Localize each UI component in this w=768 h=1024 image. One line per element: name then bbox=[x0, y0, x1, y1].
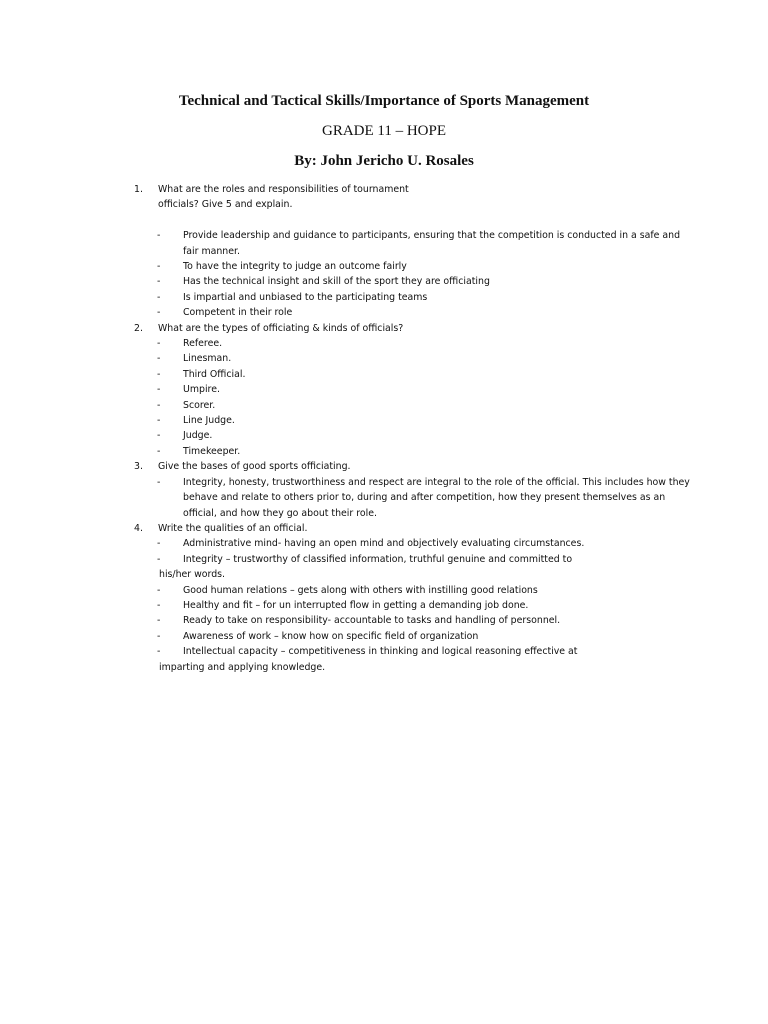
question-list bbox=[134, 182, 694, 675]
answer-text bbox=[181, 536, 694, 551]
answer-item bbox=[134, 536, 694, 551]
bullet-dash: - bbox=[157, 415, 161, 427]
spacer bbox=[134, 213, 694, 228]
answer-text-line: Scorer. bbox=[183, 399, 216, 411]
answer-item bbox=[134, 367, 694, 382]
answer-text-line: Is impartial and unbiased to the participating teams bbox=[183, 291, 428, 303]
answer-text bbox=[181, 274, 694, 289]
answer-item bbox=[134, 475, 694, 521]
answer-item bbox=[134, 644, 694, 675]
answer-item bbox=[134, 336, 694, 351]
answer-text bbox=[181, 629, 694, 644]
answer-item bbox=[134, 552, 694, 583]
answer-text-line: his/her words. bbox=[159, 569, 226, 581]
answer-text-line: Intellectual capacity – competitiveness in thinking and logical reasoning effective at bbox=[183, 646, 578, 658]
answer-text bbox=[159, 644, 694, 675]
bullet-dash: - bbox=[157, 646, 161, 658]
question-4 bbox=[134, 521, 694, 536]
grade-heading: GRADE 11 – HOPE bbox=[321, 123, 447, 139]
bullet-dash: - bbox=[157, 338, 161, 350]
answer-item bbox=[134, 351, 694, 366]
answer-text-line: Timekeeper. bbox=[183, 445, 241, 457]
answer-item bbox=[134, 259, 694, 274]
answer-text-line: Competent in their role bbox=[183, 307, 293, 319]
answer-text-line: Provide leadership and guidance to participants, ensuring that the competition is conducted in a safe and bbox=[183, 230, 681, 242]
answer-item bbox=[134, 583, 694, 598]
bullet-dash: - bbox=[157, 399, 161, 411]
question-text bbox=[158, 321, 694, 336]
answer-text-line: behave and relate to others prior to, during and after competition, how they present themselves as an bbox=[183, 492, 666, 504]
answer-item bbox=[134, 274, 694, 289]
answer-text bbox=[181, 475, 694, 521]
question-3 bbox=[134, 459, 694, 474]
answer-item bbox=[134, 629, 694, 644]
answer-text bbox=[181, 336, 694, 351]
answer-text bbox=[181, 428, 694, 443]
answer-text bbox=[181, 259, 694, 274]
answer-text-line: Administrative mind- having an open mind and objectively evaluating circumstances. bbox=[183, 538, 585, 550]
answer-text-line: Good human relations – gets along with others with instilling good relations bbox=[183, 584, 538, 596]
bullet-dash: - bbox=[157, 584, 161, 596]
answer-item bbox=[134, 305, 694, 320]
answer-text bbox=[181, 444, 694, 459]
bullet-dash: - bbox=[157, 430, 161, 442]
answer-item bbox=[134, 382, 694, 397]
bullet-dash: - bbox=[157, 615, 161, 627]
question-text-line: officials? Give 5 and explain. bbox=[158, 199, 293, 211]
answer-text bbox=[181, 305, 694, 320]
answer-text bbox=[181, 413, 694, 428]
answer-text-line: Referee. bbox=[183, 338, 223, 350]
question-1 bbox=[134, 182, 694, 213]
answer-item bbox=[134, 398, 694, 413]
document-title: Technical and Tactical Skills/Importance of Sports Management bbox=[178, 93, 590, 109]
question-text bbox=[158, 459, 694, 474]
bullet-dash: - bbox=[157, 553, 161, 565]
question-2 bbox=[134, 321, 694, 336]
bullet-dash: - bbox=[157, 368, 161, 380]
answer-item bbox=[134, 228, 694, 259]
answer-text-line: Third Official. bbox=[183, 368, 246, 380]
question-number: 1. bbox=[134, 184, 143, 195]
bullet-dash: - bbox=[157, 476, 161, 488]
answer-text-line: Umpire. bbox=[183, 384, 220, 396]
bullet-dash: - bbox=[157, 307, 161, 319]
bullet-dash: - bbox=[157, 291, 161, 303]
answer-text-line: Line Judge. bbox=[183, 415, 235, 427]
question-number: 4. bbox=[134, 522, 143, 534]
bullet-dash: - bbox=[157, 384, 161, 396]
question-text bbox=[158, 182, 694, 213]
bullet-dash: - bbox=[157, 445, 161, 457]
bullet-dash: - bbox=[157, 538, 161, 550]
answer-text bbox=[181, 290, 694, 305]
answer-text-line: Healthy and fit – for un interrupted flow in getting a demanding job done. bbox=[183, 599, 529, 611]
answer-text bbox=[181, 398, 694, 413]
answer-item bbox=[134, 613, 694, 628]
answer-text bbox=[159, 552, 694, 583]
answer-item bbox=[134, 290, 694, 305]
answer-text-line: official, and how they go about their role. bbox=[183, 507, 377, 519]
answer-item bbox=[134, 444, 694, 459]
answer-text bbox=[181, 613, 694, 628]
question-number: 3. bbox=[134, 461, 143, 473]
answer-text-line: Linesman. bbox=[183, 353, 232, 365]
bullet-dash: - bbox=[157, 630, 161, 642]
answer-text-line: To have the integrity to judge an outcome fairly bbox=[183, 261, 407, 273]
answer-text bbox=[181, 351, 694, 366]
question-text bbox=[158, 521, 694, 536]
answer-text-line: Has the technical insight and skill of the sport they are officiating bbox=[183, 276, 490, 288]
answer-text bbox=[181, 228, 694, 259]
answer-text-line: imparting and applying knowledge. bbox=[159, 661, 326, 673]
bullet-dash: - bbox=[157, 353, 161, 365]
bullet-dash: - bbox=[157, 276, 161, 288]
question-text-line: What are the types of officiating & kinds of officials? bbox=[158, 322, 404, 334]
answer-item bbox=[134, 598, 694, 613]
answer-item bbox=[134, 428, 694, 443]
answer-text bbox=[181, 583, 694, 598]
question-text-line: Give the bases of good sports officiating. bbox=[158, 461, 351, 473]
answer-text bbox=[181, 367, 694, 382]
question-text-line: Write the qualities of an official. bbox=[158, 522, 308, 534]
bullet-dash: - bbox=[157, 599, 161, 611]
bullet-dash: - bbox=[157, 261, 161, 273]
answer-text-line: fair manner. bbox=[183, 245, 240, 257]
answer-item bbox=[134, 413, 694, 428]
answer-text-line: Integrity – trustworthy of classified information, truthful genuine and committed to bbox=[183, 553, 573, 565]
author-byline: By: John Jericho U. Rosales bbox=[294, 153, 474, 169]
question-text-line: What are the roles and responsibilities of tournament bbox=[158, 184, 409, 195]
answer-text bbox=[181, 382, 694, 397]
bullet-dash: - bbox=[157, 230, 161, 242]
answer-text-line: Integrity, honesty, trustworthiness and respect are integral to the role of the official. This includes how they bbox=[183, 476, 690, 488]
answer-text-line: Judge. bbox=[183, 430, 213, 442]
answer-text-line: Ready to take on responsibility- accountable to tasks and handling of personnel. bbox=[183, 615, 561, 627]
answer-text bbox=[181, 598, 694, 613]
answer-text-line: Awareness of work – know how on specific field of organization bbox=[183, 630, 479, 642]
question-number: 2. bbox=[134, 322, 143, 334]
